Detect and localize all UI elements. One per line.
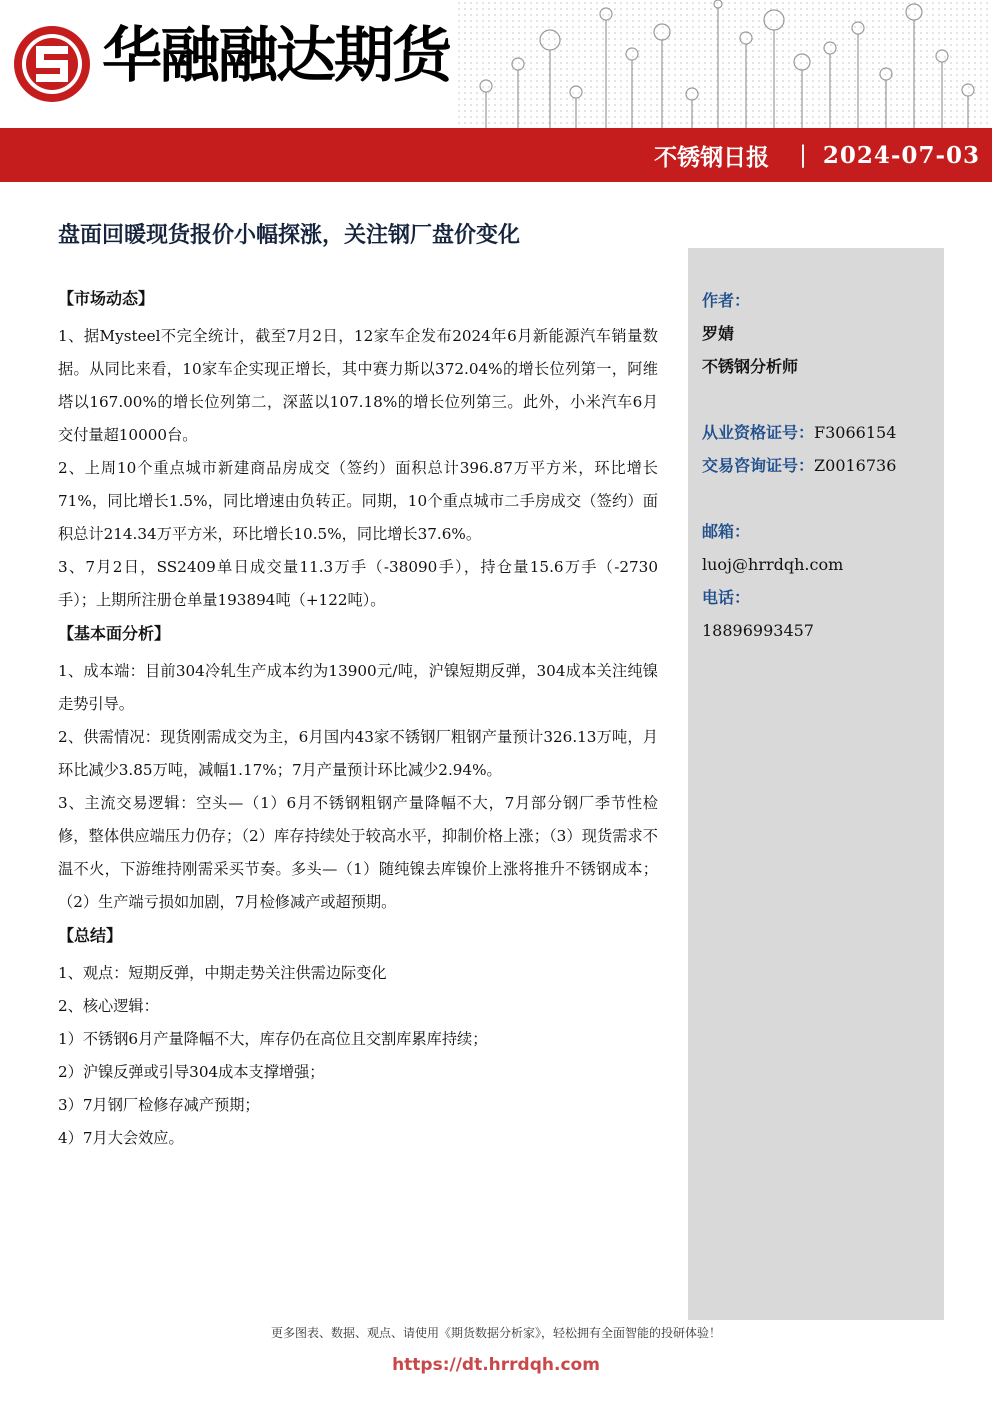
email-label: 邮箱： bbox=[702, 522, 751, 541]
summary-line-3: 1）不锈钢6月产量降幅不大，库存仍在高位且交割库累库持续； bbox=[58, 1030, 488, 1048]
phone-label: 电话： bbox=[702, 588, 751, 607]
header-decoration bbox=[456, 0, 992, 128]
footer-promo: 更多图表、数据、观点、请使用《期货数据分析家》，轻松拥有全面智能的投研体验！ bbox=[270, 1326, 721, 1340]
company-logo-icon bbox=[12, 24, 92, 104]
fundamentals-paragraph-3: 3、主流交易逻辑：空头—（1）6月不锈钢粗钢产量降幅不大，7月部分钢厂季节性检修，整体供应端压力仍存；（2）库存持续处于较高水平，抑制价格上涨；（3）现货需求不温不火，下游维持刚需采买节奏。多头—（1）随纯镍去库镍价上涨将推升不锈钢成本；（2）生产端亏损如加剧，7月检修减产或超预期。 bbox=[58, 794, 658, 911]
consult-label: 交易咨询证号： bbox=[702, 456, 815, 475]
email-value[interactable]: luoj@hrrdqh.com bbox=[702, 555, 844, 574]
market-paragraph-1: 1、据Mysteel不完全统计，截至7月2日，12家车企发布2024年6月新能源汽车销量数据。从同比来看，10家车企实现正增长，其中赛力斯以372.04%的增长位列第一，阿维塔以167.00%的增长位列第二，深蓝以107.18%的增长位列第三。此外，小米汽车6月交付量超10000台。 bbox=[58, 327, 658, 444]
cert-label: 从业资格证号： bbox=[702, 423, 815, 442]
section-heading-market: 【市场动态】 bbox=[58, 289, 155, 308]
summary-line-1: 1、观点：短期反弹，中期走势关注供需边际变化 bbox=[58, 964, 387, 982]
author-title: 不锈钢分析师 bbox=[702, 357, 799, 376]
report-band bbox=[0, 128, 992, 182]
consult-value: Z0016736 bbox=[814, 456, 897, 475]
report-type: 不锈钢日报 bbox=[654, 144, 770, 171]
summary-line-5: 3）7月钢厂检修存减产预期； bbox=[58, 1096, 260, 1114]
market-paragraph-3: 3、7月2日，SS2409单日成交量11.3万手（-38090手），持仓量15.6万手（-2730手）；上期所注册仓单量193894吨（+122吨）。 bbox=[58, 558, 658, 609]
footer-url-link[interactable]: https://dt.hrrdqh.com bbox=[392, 1355, 600, 1375]
report-body bbox=[58, 282, 658, 1155]
summary-line-2: 2、核心逻辑： bbox=[58, 997, 159, 1015]
band-separator: | bbox=[799, 142, 807, 168]
section-heading-summary: 【总结】 bbox=[58, 926, 123, 945]
summary-line-4: 2）沪镍反弹或引导304成本支撑增强； bbox=[58, 1063, 325, 1081]
phone-value: 18896993457 bbox=[702, 621, 814, 640]
author-sidebar bbox=[688, 248, 944, 1320]
report-title: 盘面回暖现货报价小幅探涨，关注钢厂盘价变化 bbox=[58, 223, 521, 248]
cert-value: F3066154 bbox=[814, 423, 897, 442]
market-paragraph-2: 2、上周10个重点城市新建商品房成交（签约）面积总计396.87万平方米，环比增长71%，同比增长1.5%，同比增速由负转正。同期，10个重点城市二手房成交（签约）面积总计214.34万平方米，环比增长10.5%，同比增长37.6%。 bbox=[58, 459, 658, 543]
report-header bbox=[0, 0, 992, 182]
author-name: 罗婧 bbox=[702, 324, 735, 343]
brand-name: 华融融达期货 bbox=[102, 21, 450, 91]
section-heading-fundamentals: 【基本面分析】 bbox=[58, 624, 171, 643]
author-label: 作者： bbox=[702, 291, 751, 310]
summary-line-6: 4）7月大会效应。 bbox=[58, 1129, 184, 1147]
report-date: 2024-07-03 bbox=[822, 141, 980, 169]
fundamentals-paragraph-2: 2、供需情况：现货刚需成交为主，6月国内43家不锈钢厂粗钢产量预计326.13万吨，月环比减少3.85万吨，减幅1.17%；7月产量预计环比减少2.94%。 bbox=[58, 728, 658, 779]
fundamentals-paragraph-1: 1、成本端：目前304冷轧生产成本约为13900元/吨，沪镍短期反弹，304成本关注纯镍走势引导。 bbox=[58, 662, 658, 713]
